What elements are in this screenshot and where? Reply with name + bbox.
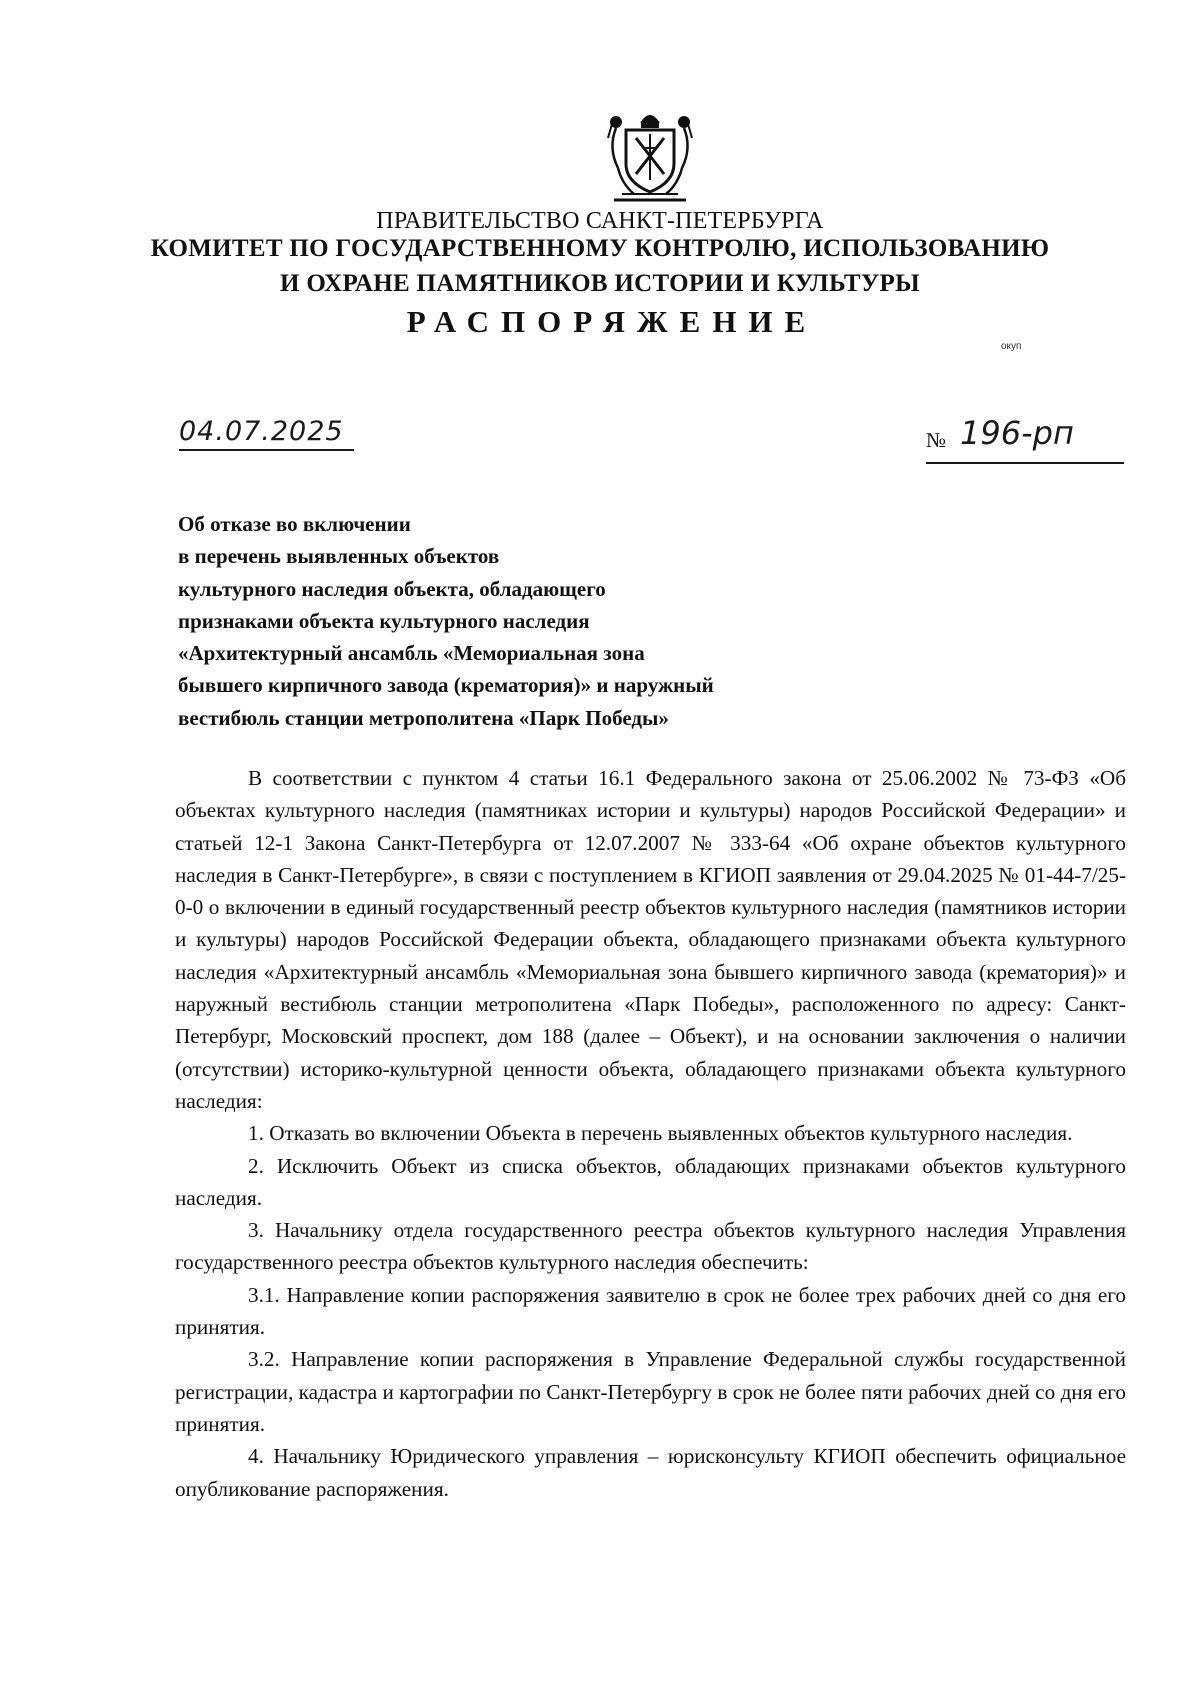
government-title: ПРАВИТЕЛЬСТВО САНКТ-ПЕТЕРБУРГА <box>376 208 824 234</box>
subject-line: в перечень выявленных объектов <box>178 544 500 569</box>
clause-3: 3. Начальнику отдела государственного реестра объектов культурного наследия Управления государственного реестра объектов культурного наследия обеспечить: <box>175 1218 1126 1275</box>
subject-line: культурного наследия объекта, обладающего <box>178 576 606 601</box>
document-number: 196-рп <box>960 414 1074 452</box>
subject-line: Об отказе во включении <box>178 512 411 536</box>
subject-line: признаками объекта культурного наследия <box>178 608 590 633</box>
subject-line: «Архитектурный ансамбль «Мемориальная зона <box>178 641 645 666</box>
clause-3-2: 3.2. Направление копии распоряжения в Управление Федеральной службы государственной регистрации, кадастра и картографии по Санкт-Петербургу в срок не более пяти рабочих дней со дня его принятия. <box>175 1347 1126 1436</box>
clause-3-1: 3.1. Направление копии распоряжения заявителю в срок не более трех рабочих дней со дня его принятия. <box>175 1282 1126 1340</box>
document-type-heading: РАСПОРЯЖЕНИЕ <box>406 304 818 339</box>
number-sign: № <box>926 428 947 452</box>
stamp-mark: окуп <box>1001 341 1022 352</box>
subject-line: вестибюль станции метрополитена «Парк Победы» <box>178 705 669 730</box>
body-text <box>175 762 1126 1505</box>
committee-title-line-1: КОМИТЕТ ПО ГОСУДАРСТВЕННОМУ КОНТРОЛЮ, ИСПОЛЬЗОВАНИЮ <box>150 235 1050 262</box>
committee-title-line-2: И ОХРАНЕ ПАМЯТНИКОВ ИСТОРИИ И КУЛЬТУРЫ <box>280 270 920 297</box>
clause-4: 4. Начальнику Юридического управления – юрисконсульту КГИОП обеспечить официальное опубликование распоряжения. <box>175 1444 1126 1501</box>
preamble-paragraph: В соответствии с пунктом 4 статьи 16.1 Федерального закона от 25.06.2002 № 73-ФЗ «Об объектах культурного наследия (памятниках истории и культуры) народов Российской Федерации» и статьей 12-1 Закона Санкт-Петербурга от 12.07.2007 № 333-64 «Об охране объектов культурного наследия в Санкт-Петербурге», в связи с поступлением в КГИОП заявления от 29.04.2025 № 01-44-7/25-0-0 о включении в единый государственный реестр объектов культурного наследия (памятников истории и культуры) народов Российской Федерации объекта, обладающего признаками объекта культурного наследия «Архитектурный ансамбль «Мемориальная зона бывшего кирпичного завода (крематория)» и наружный вестибюль станции метрополитена «Парк Победы», расположенного по адресу: Санкт-Петербург, Московский проспект, дом 188 (далее – Объект), и на основании заключения о наличии (отсутствии) историко-культурной ценности объекта, обладающего признаками объекта культурного наследия: <box>175 766 1126 1113</box>
clause-2: 2. Исключить Объект из списка объектов, обладающих признаками объектов культурного наследия. <box>175 1153 1126 1210</box>
document-date: 04.07.2025 <box>179 416 354 451</box>
coat-of-arms-emblem <box>604 108 696 206</box>
subject-block <box>178 508 878 734</box>
subject-line: бывшего кирпичного завода (крематория)» и наружный <box>178 673 714 698</box>
clause-1: 1. Отказать во включении Объекта в перечень выявленных объектов культурного наследия. <box>248 1121 1073 1146</box>
document-number-field <box>926 414 1124 464</box>
